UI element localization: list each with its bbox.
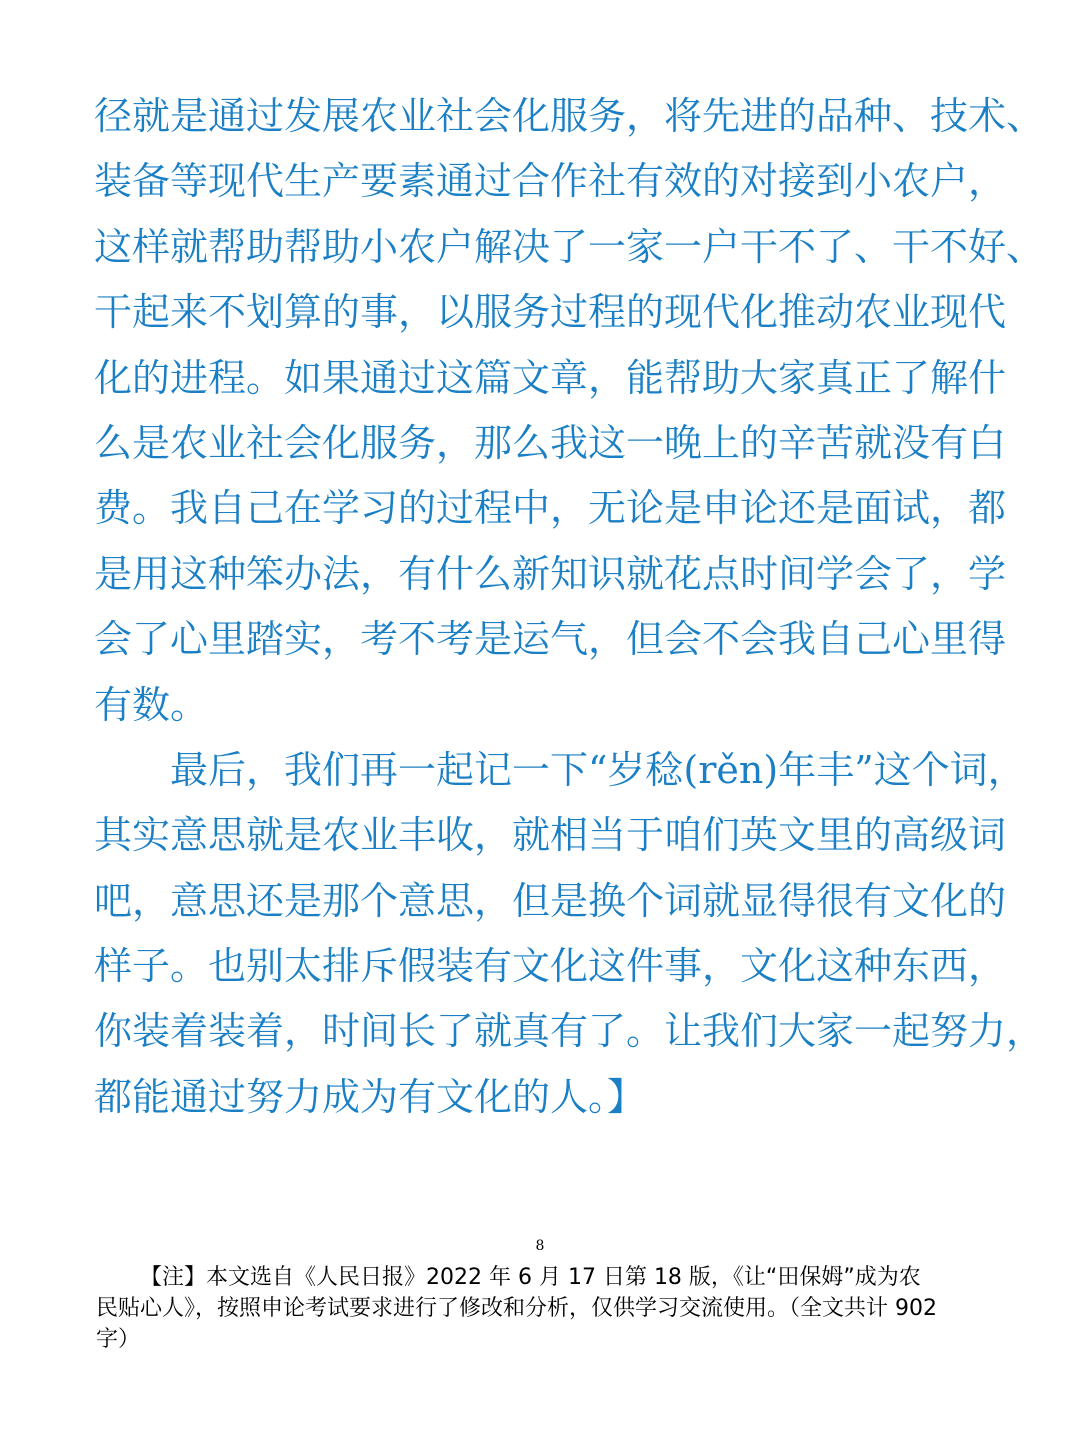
body-line: 径就是通过发展农业社会化服务，将先进的品种、技术、 (94, 94, 1045, 138)
body-line: 这样就帮助帮助小农户解决了一家一户干不了、干不好、 (94, 224, 1045, 269)
paragraph-2-line: 你装着装着，时间长了就真有了。让我们大家一起努力， (94, 1009, 1045, 1054)
paragraph-2-line: 其实意思就是农业丰收，就相当于咱们英文里的高级词 (94, 813, 1007, 858)
paragraph-2-line: 最后，我们再一起记一下“岁稔(rěn)年丰”这个词， (170, 747, 1026, 792)
body-line: 费。我自己在学习的过程中，无论是申论还是面试，都 (94, 486, 1007, 531)
page-number: 8 (535, 1238, 545, 1254)
body-line: 么是农业社会化服务，那么我这一晚上的辛苦就没有白 (94, 420, 1007, 465)
body-line: 会了心里踏实，考不考是运气，但会不会我自己心里得 (94, 617, 1007, 662)
footnote (96, 1262, 996, 1355)
footnote-line: 民贴心人》，按照申论考试要求进行了修改和分析，仅供学习交流使用。（全文共计 902 (96, 1296, 937, 1321)
body-line: 化的进程。如果通过这篇文章，能帮助大家真正了解什 (94, 355, 1007, 400)
footnote-line: 【注】本文选自《人民日报》2022 年 6 月 17 日第 18 版，《让“田保姆”成为农 (140, 1265, 921, 1290)
article-body (94, 84, 1045, 1130)
paragraph-2-line: 样子。也别太排斥假装有文化这件事，文化这种东西， (94, 944, 1007, 989)
paragraph-2-line: 吧，意思还是那个意思，但是换个词就显得很有文化的 (94, 878, 1007, 923)
paragraph-2-line: 都能通过努力成为有文化的人。】 (94, 1074, 646, 1119)
body-line: 是用这种笨办法，有什么新知识就花点时间学会了，学 (94, 551, 1007, 596)
body-line: 有数。 (94, 682, 209, 727)
footnote-line: 字） (96, 1327, 141, 1352)
body-line: 干起来不划算的事，以服务过程的现代化推动农业现代 (94, 290, 1007, 335)
body-line: 装备等现代生产要素通过合作社有效的对接到小农户， (94, 159, 1007, 204)
